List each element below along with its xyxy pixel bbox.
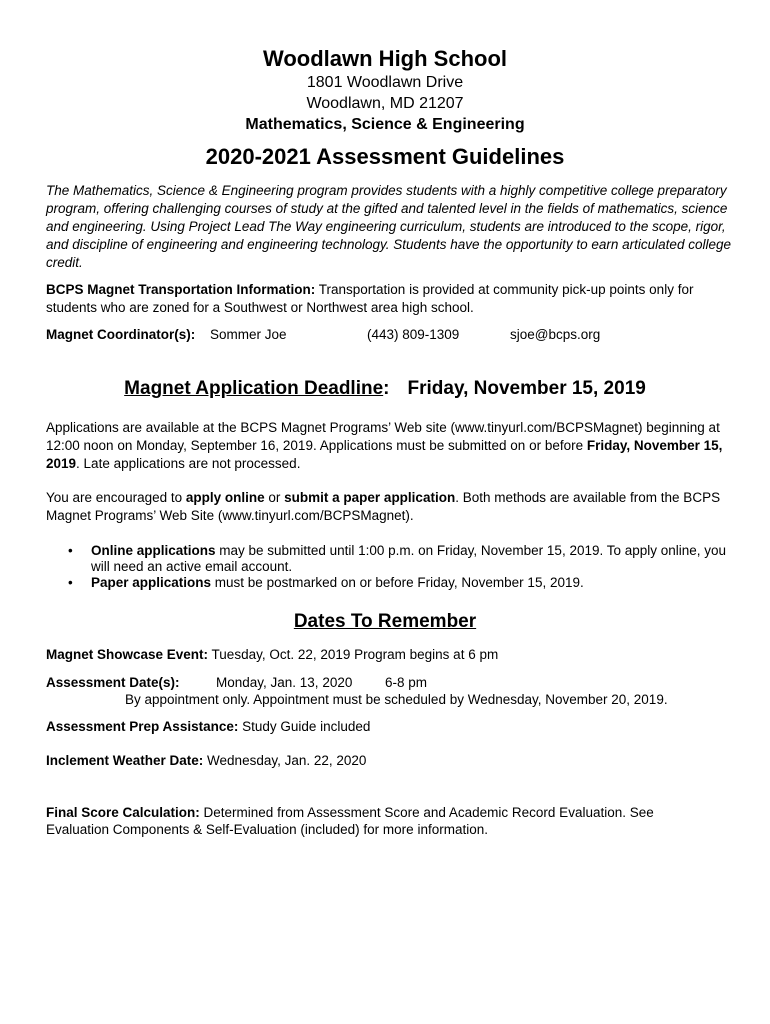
transportation-info [46, 281, 736, 317]
applications-deadline-date: Friday, November 15, 2019 [46, 438, 723, 471]
deadline-heading-label: Magnet Application Deadline [124, 378, 384, 399]
applications-info: Applications are available at the BCPS Magnet Programs’ Web site (www.tinyurl.com/BCPSMagnet) beginning at 12:00 noon on Monday, September 16, 2019. Applications must be submitted on or before Friday, November 15, 2019. Late applications are not processed. [46, 420, 723, 471]
assessment-time: 6-8 pm [385, 675, 428, 690]
bullet-icon: • [68, 575, 73, 590]
list-item-paper: • Paper applications must be postmarked on or before Friday, November 15, 2019. [68, 575, 584, 590]
dates-heading: Dates To Remember [293, 611, 477, 632]
assessment-dates-label: Assessment Date(s): [46, 675, 180, 690]
application-methods-list [46, 543, 736, 591]
transportation-text: Transportation is provided at community pick-up points only for students who are zoned for a Southwest or Northwest area high school. [46, 282, 694, 315]
bullet-icon: • [68, 543, 73, 558]
final-score-calculation: Final Score Calculation: Determined from Assessment Score and Academic Record Evaluation. See [46, 805, 654, 820]
application-methods: You are encouraged to apply online or submit a paper application. Both methods are available from the BCPS Magnet Programs’ Web Site (www.tinyurl.com/BCPSMagnet). [46, 490, 721, 523]
program-description: The Mathematics, Science & Engineering program provides students with a highly competitive college preparatory program, offering challenging courses of study at the gifted and talented level in the fields of mathematics, science and engineering. Using Project Lead The Way engineering curriculum, students are introduced to the scope, rigor, and discipline of engineering and engineering technology. Students have the opportunity to earn articulated college credit. [46, 183, 731, 270]
list-item-online: • Online applications may be submitted until 1:00 p.m. on Friday, November 15, 2019. To apply online, you will need an active email account. [68, 543, 727, 574]
program-name: Mathematics, Science & Engineering [245, 116, 525, 133]
deadline-heading [0, 378, 770, 400]
prep-assistance: Assessment Prep Assistance: Study Guide included [46, 719, 371, 734]
deadline-heading-date: Friday, November 15, 2019 [407, 378, 646, 399]
paper-application-text: submit a paper application [284, 490, 456, 505]
final-score-calculation-line2: Evaluation Components & Self-Evaluation (included) for more information. [46, 822, 488, 837]
apply-online-text: apply online [185, 490, 265, 505]
coordinator-phone: (443) 809-1309 [367, 327, 460, 342]
coordinator-label: Magnet Coordinator(s): [46, 327, 196, 342]
showcase-event: Magnet Showcase Event: Tuesday, Oct. 22, 2019 Program begins at 6 pm [46, 647, 499, 662]
address-line-1: 1801 Woodlawn Drive [306, 74, 464, 91]
guidelines-title: 2020-2021 Assessment Guidelines [205, 144, 565, 169]
address-line-2: Woodlawn, MD 21207 [306, 95, 464, 112]
inclement-weather-date: Inclement Weather Date: Wednesday, Jan. 22, 2020 [46, 753, 367, 768]
transportation-label: BCPS Magnet Transportation Information: [46, 282, 316, 297]
assessment-note: By appointment only. Appointment must be scheduled by Wednesday, November 20, 2019. [125, 692, 668, 707]
coordinator-email: sjoe@bcps.org [510, 327, 601, 342]
assessment-date: Monday, Jan. 13, 2020 [216, 675, 353, 690]
coordinator-name: Sommer Joe [210, 327, 287, 342]
school-name: Woodlawn High School [262, 46, 508, 71]
deadline-heading-colon: : [383, 378, 390, 399]
